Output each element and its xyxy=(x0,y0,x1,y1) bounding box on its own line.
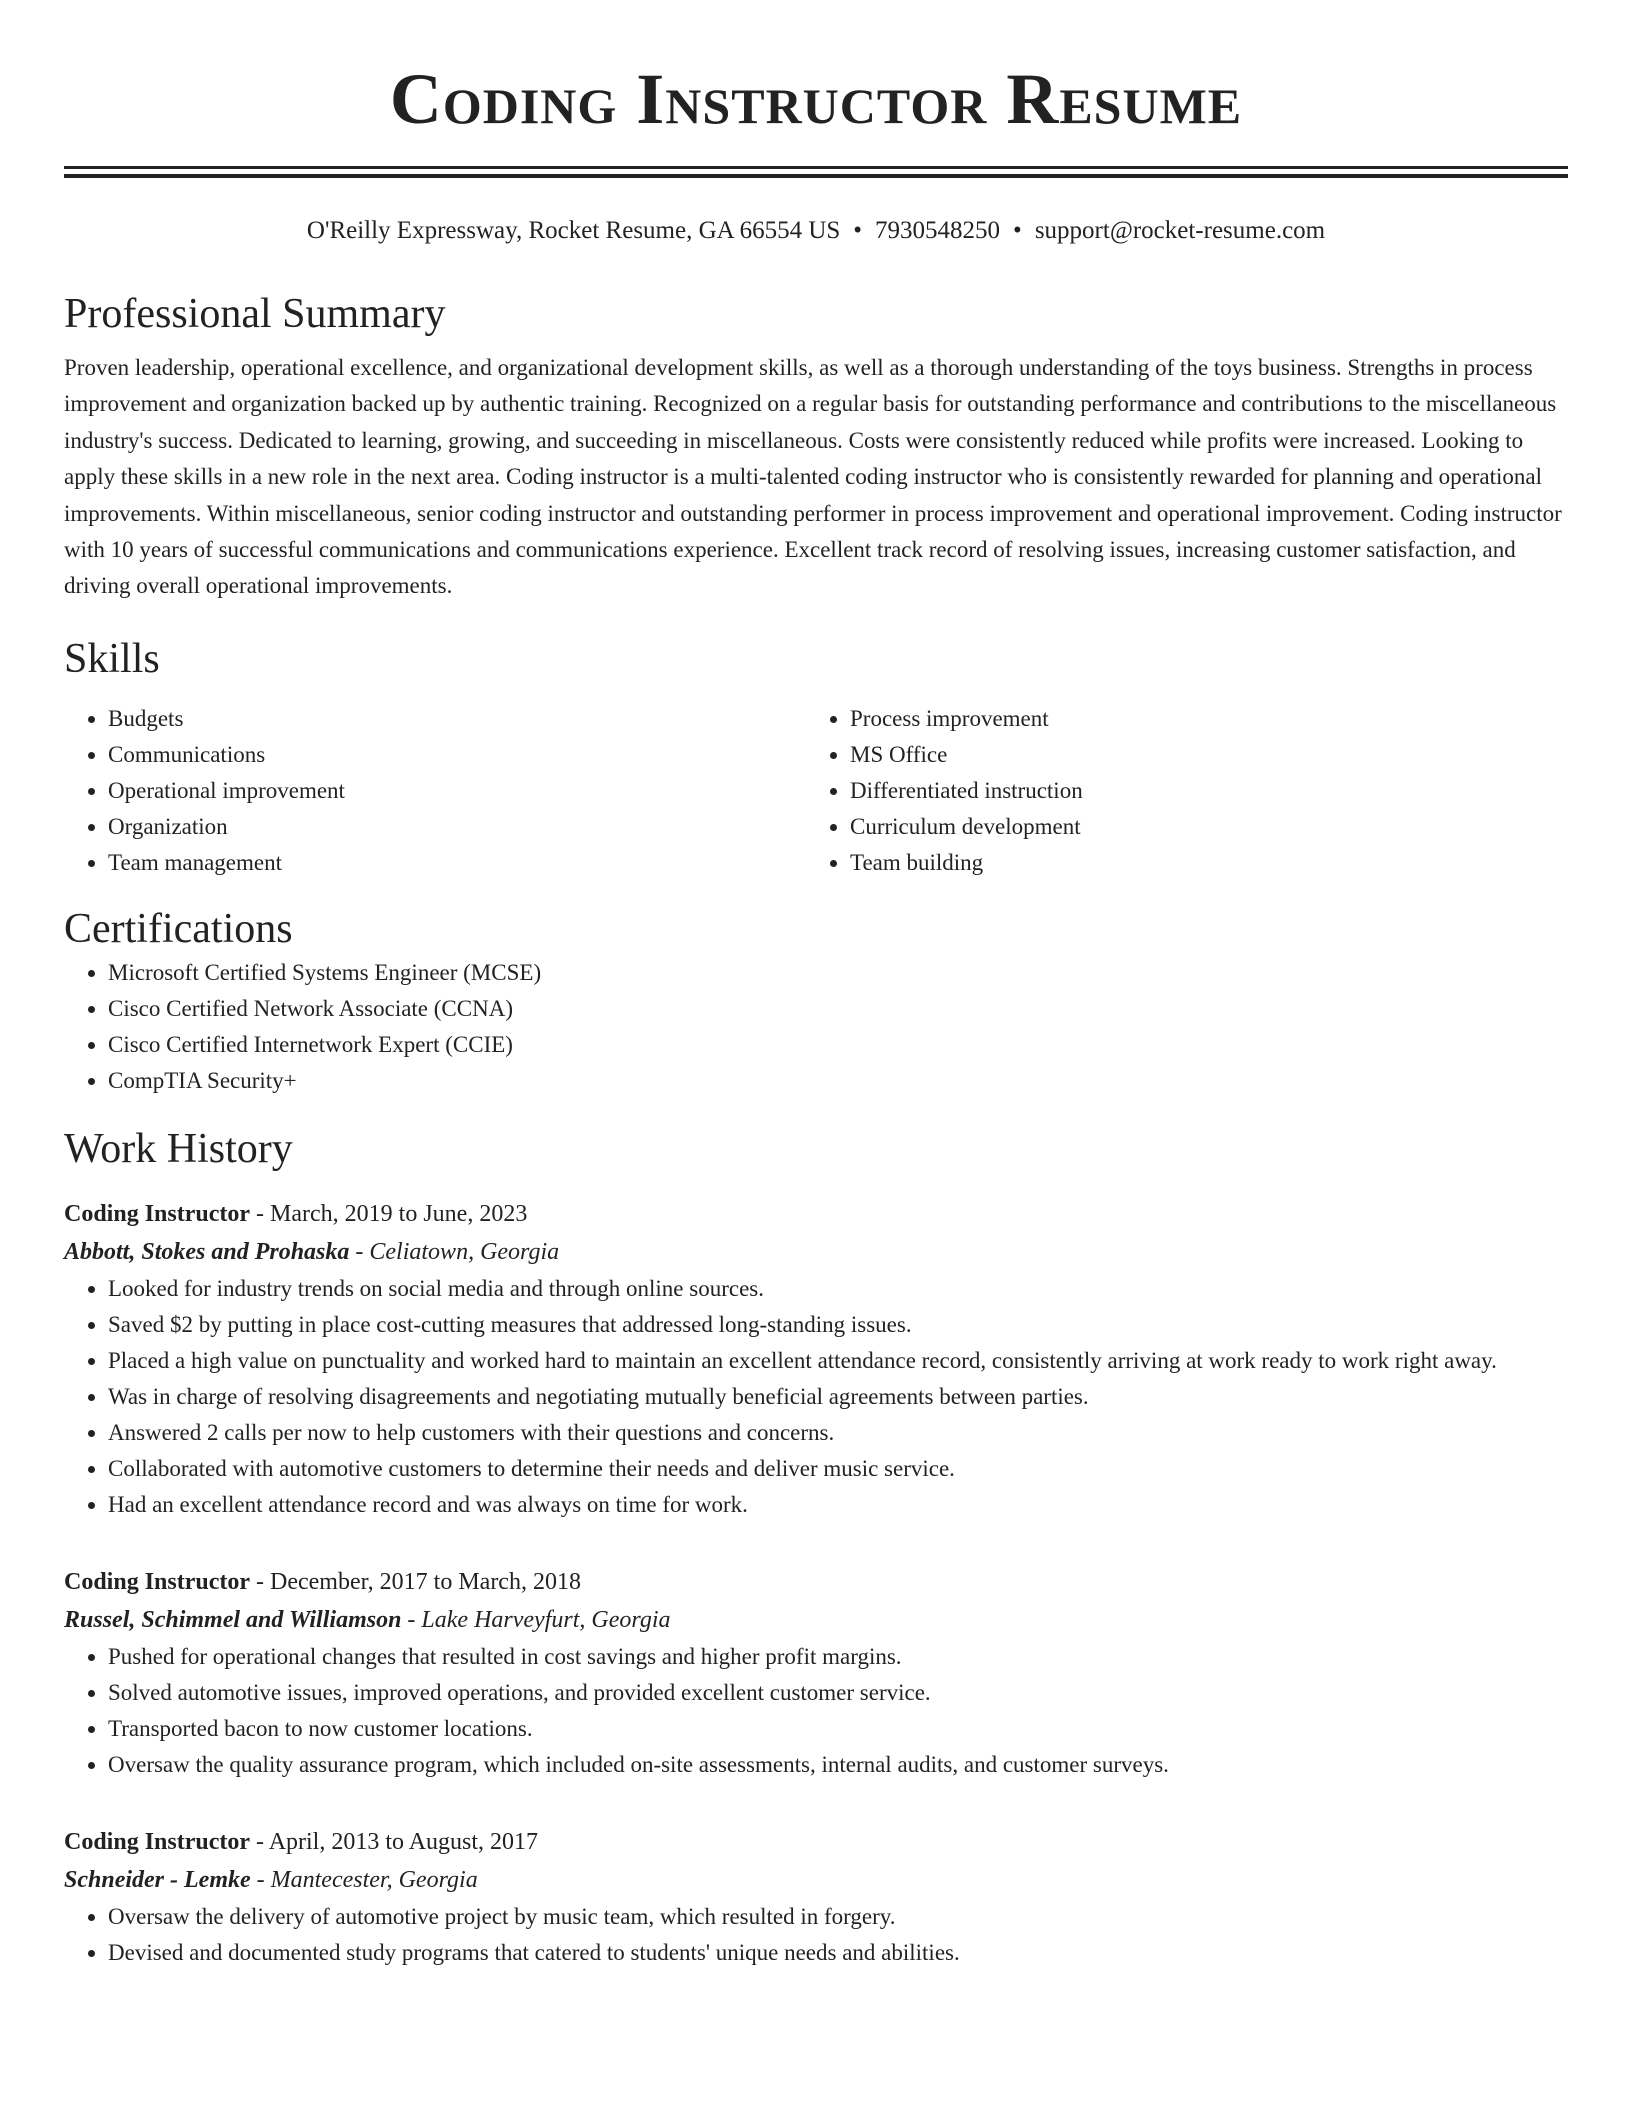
skills-column-right xyxy=(806,701,1548,881)
skills-list-right xyxy=(806,701,1548,881)
job-dates: December, 2017 to March, 2018 xyxy=(270,1568,581,1595)
job-bullet: • Devised and documented study programs that catered to students' unique needs and abilities. xyxy=(108,1935,1568,1971)
job-bullet: • Collaborated with automotive customers to determine their needs and deliver music service. xyxy=(108,1451,1568,1487)
skills-list-left xyxy=(64,701,806,881)
certifications-heading: Certifications xyxy=(64,905,293,952)
job-bullet-list xyxy=(64,1639,1568,1783)
resume-page xyxy=(64,0,1568,1971)
job-dates: March, 2019 to June, 2023 xyxy=(270,1200,528,1227)
job-title: Coding Instructor xyxy=(64,1568,251,1595)
resume-title: Coding Instructor Resume xyxy=(389,59,1243,139)
job-company-line: Russel, Schimmel and Williamson - Lake Harveyfurt, Georgia xyxy=(64,1606,671,1633)
job-title: Coding Instructor xyxy=(64,1200,251,1227)
job-company-line: Abbott, Stokes and Prohaska - Celiatown, Georgia xyxy=(64,1238,560,1265)
work-history-heading: Work History xyxy=(64,1125,293,1172)
certifications-list xyxy=(64,955,1568,1099)
certification-item: • CompTIA Security+ xyxy=(108,1063,1568,1099)
skill-item: • Differentiated instruction xyxy=(850,773,1548,809)
job-title: Coding Instructor xyxy=(64,1828,251,1855)
job-bullet: • Looked for industry trends on social media and through online sources. xyxy=(108,1271,1568,1307)
contact-phone: 7930548250 xyxy=(875,217,1001,244)
job-company: Abbott, Stokes and Prohaska xyxy=(64,1238,350,1265)
job-location: Mantecester, Georgia xyxy=(270,1866,478,1893)
skill-item: • Process improvement xyxy=(850,701,1548,737)
job-bullet: • Transported bacon to now customer locations. xyxy=(108,1711,1568,1747)
job-bullet: • Had an excellent attendance record and was always on time for work. xyxy=(108,1487,1568,1523)
job-bullet: • Saved $2 by putting in place cost-cutting measures that addressed long-standing issues. xyxy=(108,1307,1568,1343)
contact-separator: • xyxy=(1013,217,1022,244)
skill-item: • Operational improvement xyxy=(108,773,806,809)
job-title-line: Coding Instructor - December, 2017 to March, 2018 xyxy=(64,1568,581,1595)
job-bullet: • Pushed for operational changes that resulted in cost savings and higher profit margins. xyxy=(108,1639,1568,1675)
job-entry xyxy=(64,1823,1568,1971)
title-double-rule xyxy=(64,166,1568,178)
job-entry xyxy=(64,1195,1568,1523)
skill-item: • Budgets xyxy=(108,701,806,737)
job-bullet: • Was in charge of resolving disagreements and negotiating mutually beneficial agreements between parties. xyxy=(108,1379,1568,1415)
contact-address: O'Reilly Expressway, Rocket Resume, GA 66554 US xyxy=(306,217,841,244)
job-bullet: • Oversaw the quality assurance program, which included on-site assessments, internal audits, and customer surveys. xyxy=(108,1747,1568,1783)
summary-heading: Professional Summary xyxy=(64,291,446,337)
summary-text: Proven leadership, operational excellence, and organizational development skills, as well as a thorough understanding of the toys business. Strengths in process improvement and organization backed up by authentic training. Recognized on a regular basis for outstanding performance and contributions to the miscellaneous industry's success. Dedicated to learning, growing, and succeeding in miscellaneous. Costs were consistently reduced while profits were increased. Looking to apply these skills in a new role in the next area. Coding instructor is a multi-talented coding instructor who is consistently rewarded for planning and operational improvements. Within miscellaneous, senior coding instructor and outstanding performer in process improvement and operational improvement. Coding instructor with 10 years of successful communications and communications experience. Excellent track record of resolving issues, increasing customer satisfaction, and driving overall operational improvements. xyxy=(64,355,1562,599)
contact-separator: • xyxy=(853,217,863,244)
skills-grid xyxy=(64,701,1568,881)
job-company: Schneider - Lemke xyxy=(64,1866,251,1893)
skill-item: • Team building xyxy=(850,845,1548,881)
skills-column-left xyxy=(64,701,806,881)
contact-email: support@rocket-resume.com xyxy=(1034,217,1326,244)
job-title-line: Coding Instructor - April, 2013 to August, 2017 xyxy=(64,1828,539,1855)
certification-item: • Microsoft Certified Systems Engineer (MCSE) xyxy=(108,955,1568,991)
job-location: Lake Harveyfurt, Georgia xyxy=(421,1606,671,1633)
contact-line xyxy=(64,214,1568,248)
job-dates: April, 2013 to August, 2017 xyxy=(268,1828,539,1855)
job-bullet: • Oversaw the delivery of automotive project by music team, which resulted in forgery. xyxy=(108,1899,1568,1935)
skills-heading: Skills xyxy=(64,635,160,682)
job-title-line: Coding Instructor - March, 2019 to June, 2023 xyxy=(64,1200,528,1227)
job-bullet-list xyxy=(64,1899,1568,1971)
skill-item: • Curriculum development xyxy=(850,809,1548,845)
skill-item: • Organization xyxy=(108,809,806,845)
skill-item: • Team management xyxy=(108,845,806,881)
certification-item: • Cisco Certified Network Associate (CCNA) xyxy=(108,991,1568,1027)
job-company-line: Schneider - Lemke - Mantecester, Georgia xyxy=(64,1866,478,1893)
skill-item: • MS Office xyxy=(850,737,1548,773)
job-location: Celiatown, Georgia xyxy=(369,1238,560,1265)
skill-item: • Communications xyxy=(108,737,806,773)
job-bullet: • Solved automotive issues, improved operations, and provided excellent customer service. xyxy=(108,1675,1568,1711)
job-bullet-list xyxy=(64,1271,1568,1523)
job-entry xyxy=(64,1563,1568,1783)
job-company: Russel, Schimmel and Williamson xyxy=(64,1606,402,1633)
job-bullet: • Placed a high value on punctuality and worked hard to maintain an excellent attendance record, consistently arriving at work ready to work right away. xyxy=(108,1343,1568,1379)
job-bullet: • Answered 2 calls per now to help customers with their questions and concerns. xyxy=(108,1415,1568,1451)
certification-item: • Cisco Certified Internetwork Expert (CCIE) xyxy=(108,1027,1568,1063)
